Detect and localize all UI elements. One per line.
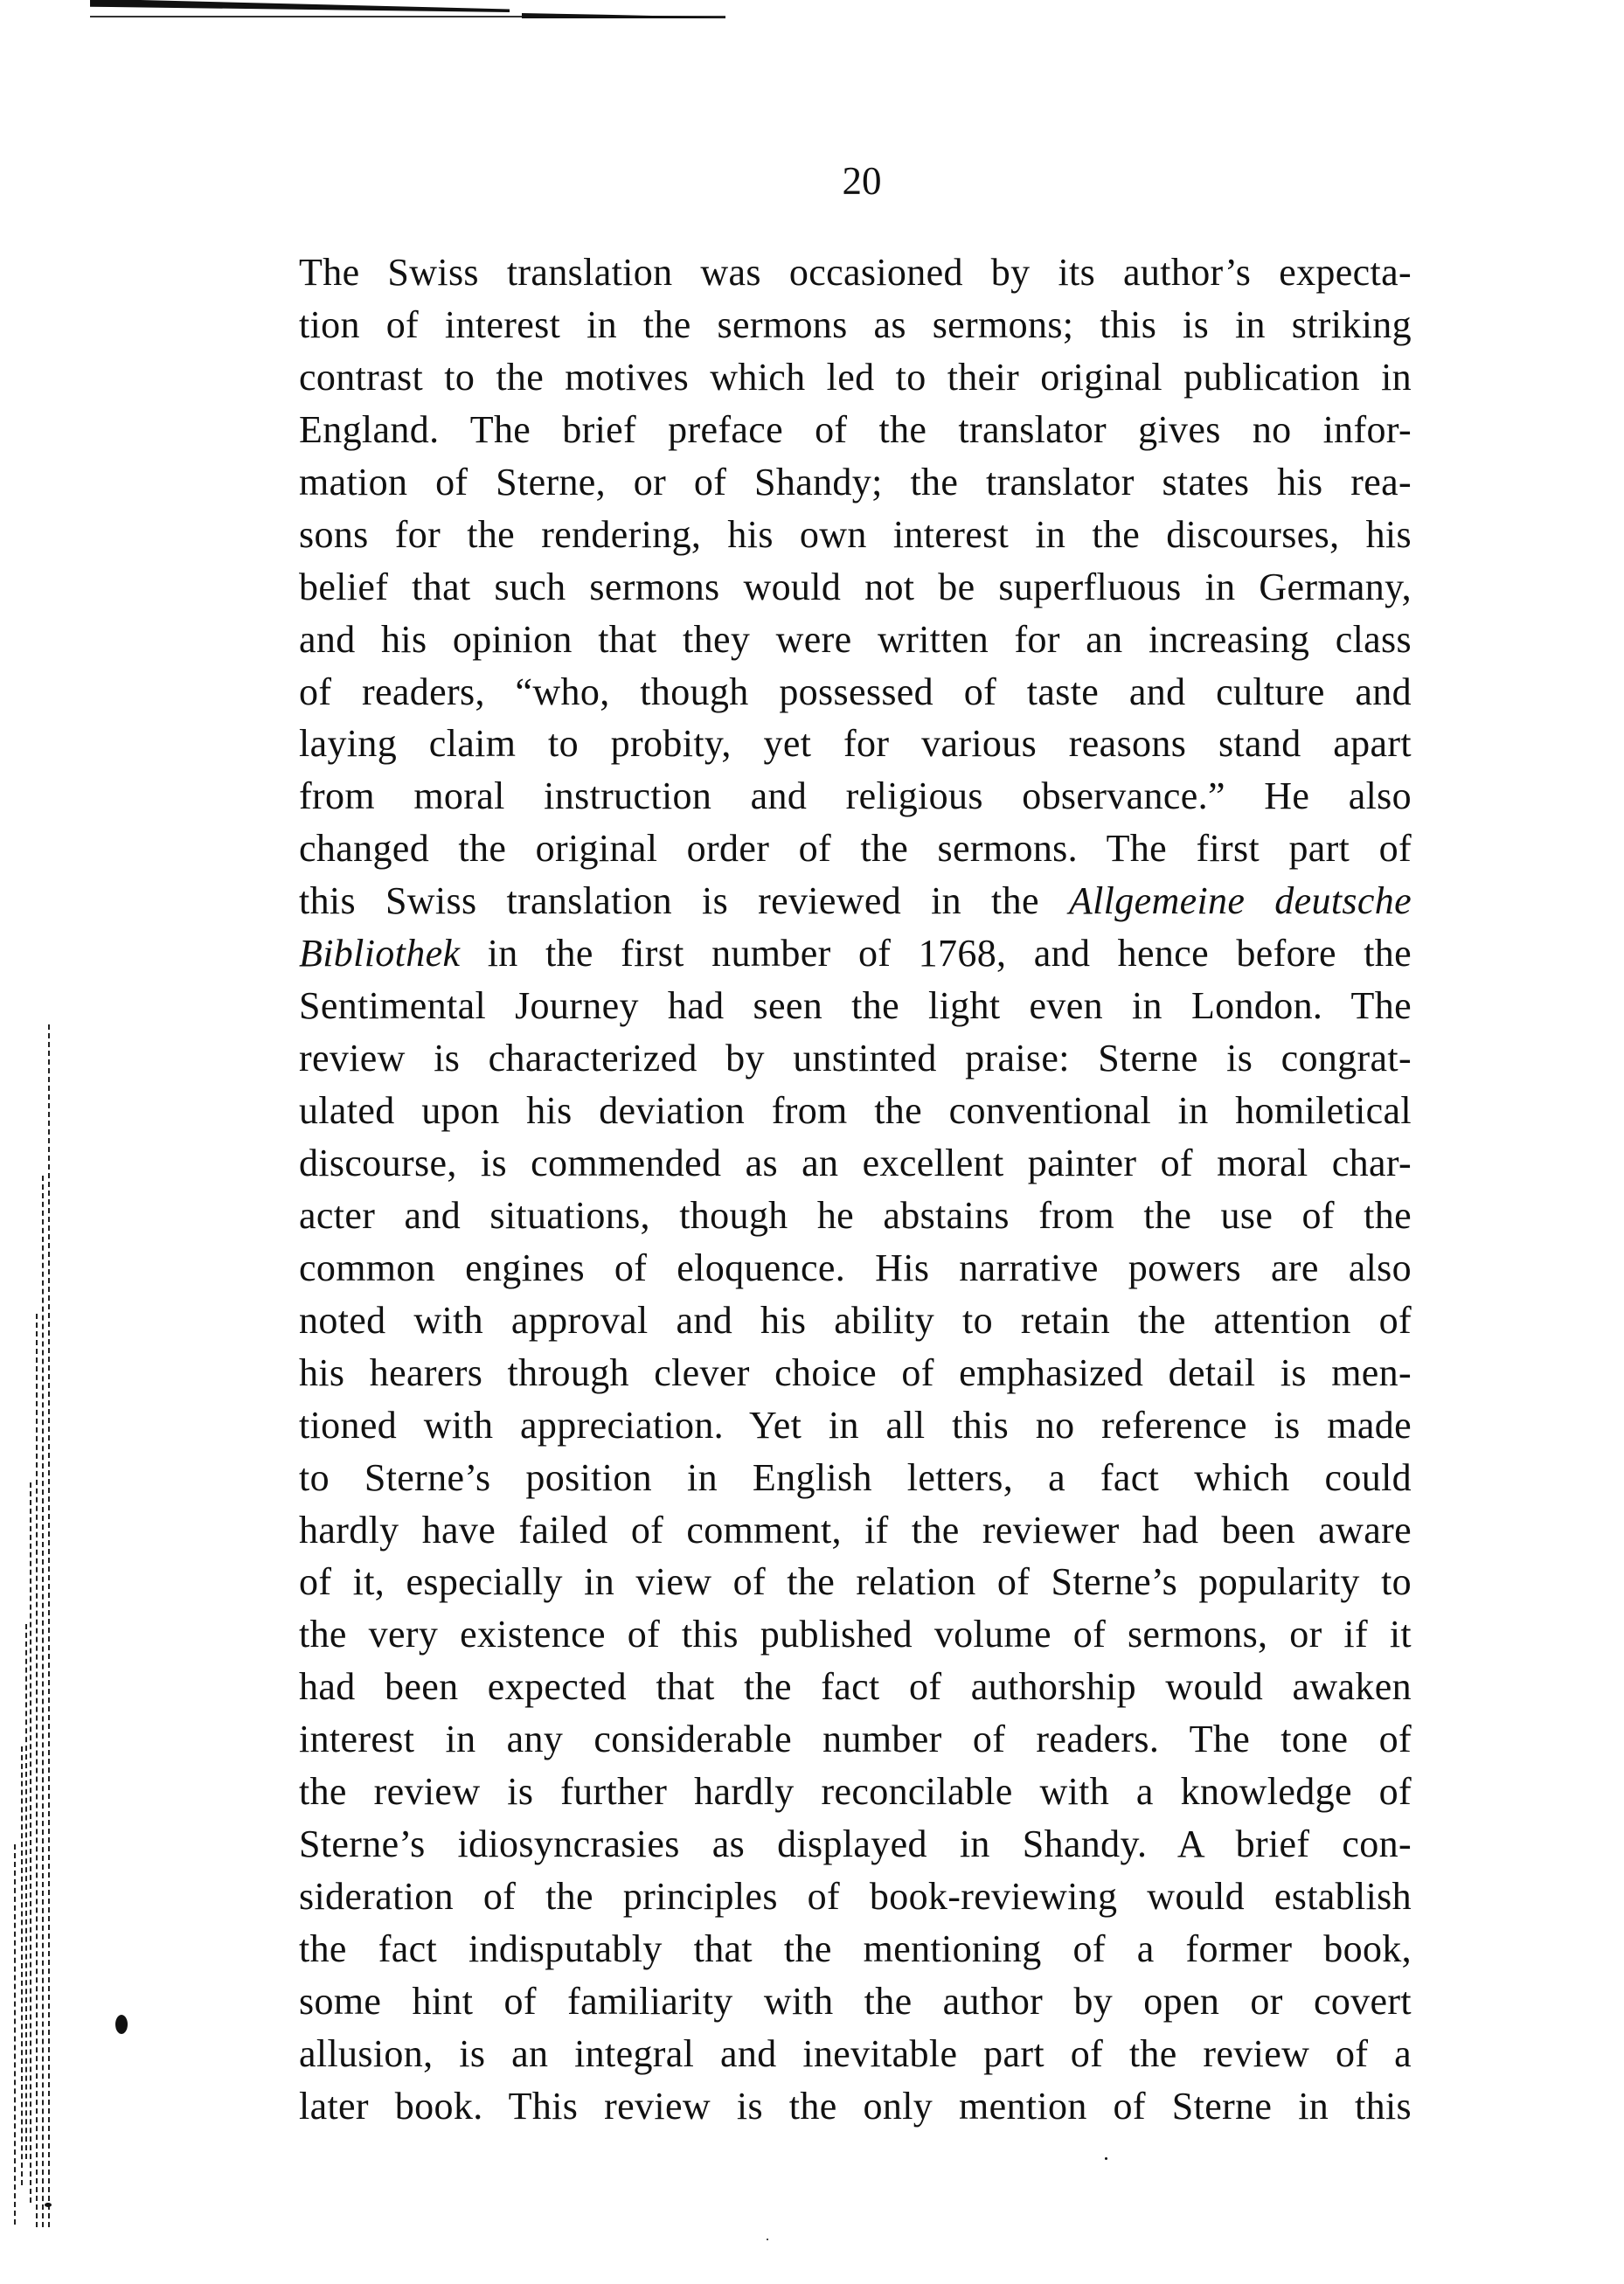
text-line [299, 299, 1412, 351]
text-line [299, 666, 1412, 719]
margin-scan-line [25, 1624, 27, 2159]
text-line [299, 1504, 1412, 1557]
text-line [299, 404, 1412, 456]
text-line [299, 1766, 1412, 1818]
margin-scan-line [42, 1176, 44, 2227]
text-segment: some hint of familiarity with the author by open or covert [299, 1979, 1412, 2023]
text-line [299, 1295, 1412, 1347]
text-segment: and his opinion that they were written for an increasing class [299, 617, 1412, 661]
text-segment: noted with approval and his ability to retain the attention of [299, 1298, 1412, 1342]
text-segment: interest in any considerable number of readers. The tone of [299, 1718, 1412, 1761]
text-segment: the review is further hardly reconcilable with a knowledge of [299, 1770, 1412, 1814]
page-number: 20 [842, 159, 882, 203]
text-segment: belief that such sermons would not be superfluous in Germany, [299, 565, 1412, 608]
margin-scan-line [36, 1314, 38, 2227]
text-segment: in the first number of 1768, and hence before the [460, 932, 1412, 975]
text-segment: of it, especially in view of the relation of Sterne’s popularity to [299, 1560, 1412, 1604]
margin-scan-line [14, 1844, 16, 2225]
text-line [299, 1871, 1412, 1923]
text-segment: laying claim to probity, yet for various reasons stand apart [299, 722, 1412, 766]
text-line [299, 2080, 1412, 2133]
text-segment: tion of interest in the sermons as sermons; this is in striking [299, 302, 1412, 346]
text-segment: this Swiss translation is reviewed in the [299, 879, 1069, 923]
text-segment: England. The brief preface of the translator gives no infor- [299, 407, 1412, 451]
text-line [299, 1399, 1412, 1452]
ink-speck [45, 2203, 52, 2207]
text-segment: The Swiss translation was occasioned by its author’s expecta- [299, 251, 1412, 294]
text-segment: tioned with appreciation. Yet in all this no reference is made [299, 1403, 1412, 1447]
text-line [299, 1137, 1412, 1190]
text-line [299, 1347, 1412, 1399]
text-segment: the fact indisputably that the mentioning of a former book, [299, 1927, 1412, 1970]
ink-speck [115, 2015, 128, 2034]
text-line [299, 770, 1412, 823]
top-scan-rule-wedge [90, 0, 510, 12]
text-line [299, 1661, 1412, 1713]
text-line [299, 875, 1412, 927]
italic-title: Bibliothek [299, 932, 461, 975]
text-segment: changed the original order of the sermons. The first part of [299, 827, 1412, 871]
text-segment: sons for the rendering, his own interest in the discourses, his [299, 512, 1412, 556]
text-segment: acter and situations, though he abstains from the use of the [299, 1193, 1412, 1237]
text-segment: contrast to the motives which led to their original publication in [299, 355, 1412, 399]
text-segment: Sentimental Journey had seen the light even in London. The [299, 984, 1412, 1028]
text-line [299, 351, 1412, 404]
text-segment: the very existence of this published volume of sermons, or if it [299, 1613, 1412, 1656]
text-line [299, 1608, 1412, 1661]
body-paragraph [299, 246, 1412, 2133]
text-segment: had been expected that the fact of authorship would awaken [299, 1665, 1412, 1709]
text-segment: mation of Sterne, or of Shandy; the translator states his rea- [299, 460, 1412, 503]
text-segment: ulated upon his deviation from the conventional in homiletical [299, 1089, 1412, 1132]
text-line [299, 1242, 1412, 1295]
text-line [299, 1556, 1412, 1608]
text-segment: allusion, is an integral and inevitable part of the review of a [299, 2031, 1412, 2075]
text-segment: review is characterized by unstinted praise: Sterne is congrat- [299, 1037, 1412, 1080]
text-segment: Sterne’s idiosyncrasies as displayed in Shandy. A brief con- [299, 1822, 1412, 1866]
text-line [299, 509, 1412, 561]
italic-title: Allgemeine deutsche [1068, 879, 1412, 923]
text-segment: his hearers through clever choice of emphasized detail is men- [299, 1350, 1412, 1394]
text-line [299, 1085, 1412, 1137]
text-line [299, 1818, 1412, 1871]
text-segment: common engines of eloquence. His narrative powers are also [299, 1246, 1412, 1289]
text-line [299, 1032, 1412, 1085]
ink-speck [767, 2239, 768, 2240]
text-line [299, 1452, 1412, 1504]
text-segment: to Sterne’s position in English letters, a fact which could [299, 1455, 1412, 1499]
text-line [299, 823, 1412, 875]
text-segment: of readers, “who, though possessed of taste and culture and [299, 670, 1412, 713]
text-line [299, 561, 1412, 614]
text-segment: later book. This review is the only mention of Sterne in this [299, 2084, 1412, 2128]
text-line [299, 980, 1412, 1032]
text-line [299, 614, 1412, 666]
text-line [299, 1713, 1412, 1766]
text-line [299, 2028, 1412, 2080]
margin-scan-line [48, 1024, 50, 2227]
text-line [299, 456, 1412, 509]
text-line [299, 1923, 1412, 1975]
text-line [299, 927, 1412, 980]
text-line [299, 1975, 1412, 2028]
ink-speck [1105, 2157, 1107, 2160]
margin-scan-line [30, 1482, 31, 2203]
text-segment: hardly have failed of comment, if the reviewer had been aware [299, 1508, 1412, 1552]
text-segment: sideration of the principles of book-reviewing would establish [299, 1875, 1412, 1919]
margin-scan-line [21, 1746, 23, 2185]
text-line [299, 718, 1412, 770]
text-segment: from moral instruction and religious observance.” He also [299, 774, 1412, 818]
text-segment: discourse, is commended as an excellent painter of moral char- [299, 1141, 1412, 1184]
text-line [299, 1190, 1412, 1242]
text-line [299, 246, 1412, 299]
